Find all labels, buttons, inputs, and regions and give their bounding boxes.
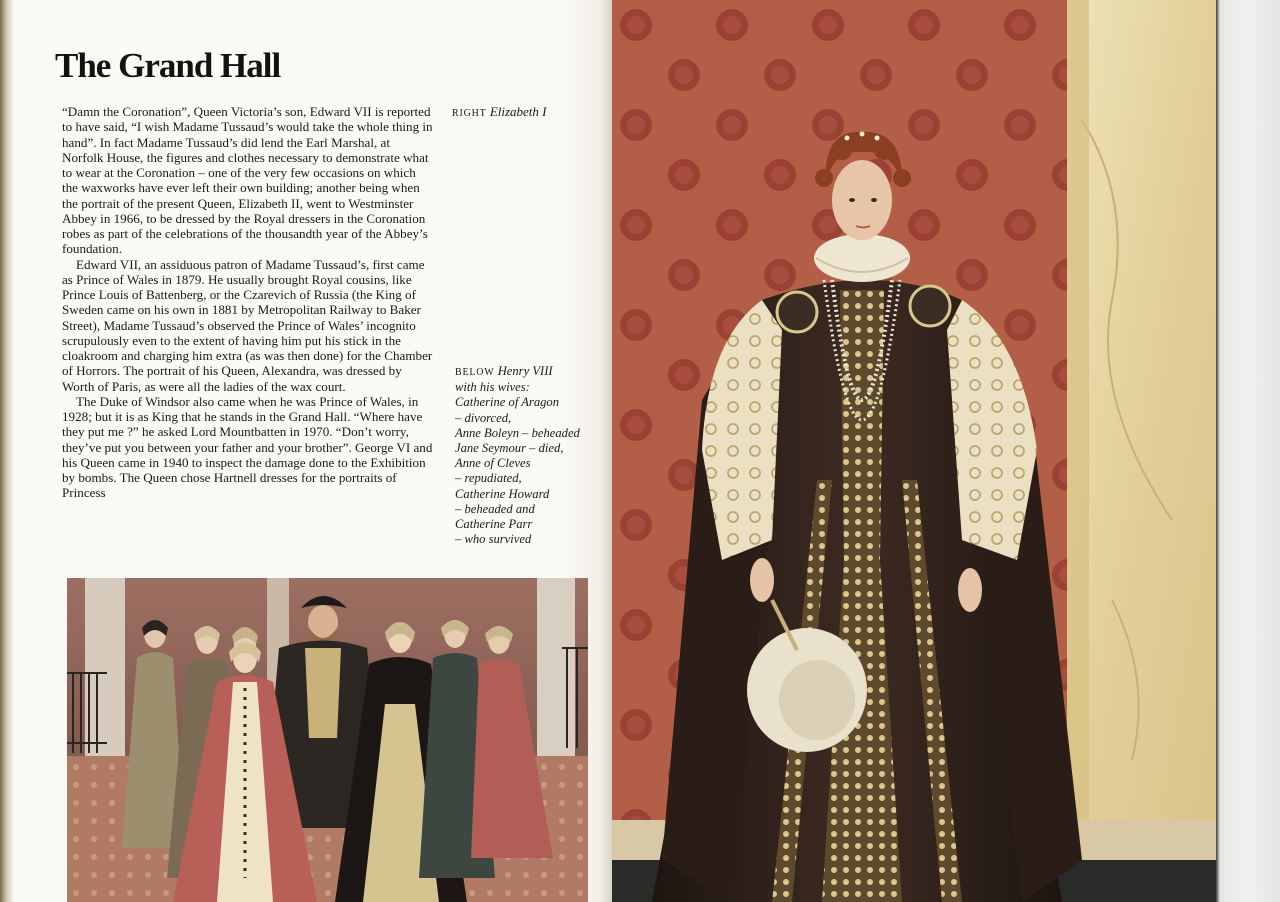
henry-and-wives-illustration <box>67 578 588 902</box>
caption-line: Jane Seymour – died, <box>455 441 564 456</box>
page-title: The Grand Hall <box>55 46 281 85</box>
caption-below-first: Henry VIII <box>497 364 553 378</box>
caption-below <box>455 364 605 547</box>
paragraph-1: “Damn the Coronation”, Queen Victoria’s son, Edward VII is reported to have said, “I wish Madame Tussaud’s would take the whole thing in hand”. In fact Madame Tussaud’s did lend the Earl Marshal, at Norfolk House, the figures and clothes necessary to demonstrate what to wear at the Coronation – one of the very few occasions on which the waxworks have ever left their own building; another being when the portrait of the present Queen, Elizabeth II, went to Westminster Abbey in 1966, to be dressed by the Royal dressers in the Coronation robes as part of the celebrations of the thousandth year of the Abbey’s foundation. <box>62 104 433 257</box>
caption-line: Catherine of Aragon <box>455 395 560 410</box>
caption-line: with his wives: <box>455 380 530 395</box>
paragraph-2: Edward VII, an assiduous patron of Madame Tussaud’s, first came as Prince of Wales in 1879. He usually brought Royal cousins, like Prince Louis of Battenberg, or the Czarevich of Russia (the King of Sweden came on his own in 1881 by Metropolitan Railway to Baker Street), Madame Tussaud’s observed the Prince of Wales’ incognito scrupulously even to the extent of having him put his stick in the cloakroom and charging him extra (as was then done) for the Chamber of Horrors. The portrait of his Queen, Alexandra, was dressed by Worth of Paris, as were all the ladies of the wax court. <box>62 256 433 394</box>
paragraph-3: The Duke of Windsor also came when he was Prince of Wales, in 1928; but it is as King that he stands in the Grand Hall. “Where have they put me ?” he asked Lord Mountbatten in 1970. “Don’t worry, they’ve put you between your father and your brother”. George VI and his Queen came in 1940 to inspect the damage done to the Exhibition by bombs. The Queen chose Hartnell dresses for the portraits of Princess <box>62 393 433 501</box>
body-text <box>62 104 434 501</box>
caption-line: Anne of Cleves <box>455 456 531 471</box>
caption-right-label: RIGHT <box>452 108 487 119</box>
caption-line: – divorced, <box>455 410 512 425</box>
caption-below-lines <box>455 380 605 547</box>
caption-right-text: Elizabeth I <box>489 104 547 119</box>
caption-line: Catherine Howard <box>455 486 550 501</box>
caption-right <box>452 104 602 121</box>
left-page <box>0 0 612 902</box>
elizabeth-photo <box>612 0 1216 902</box>
caption-line: – beheaded and <box>455 501 535 516</box>
henry-and-wives-photo <box>67 578 588 902</box>
caption-line: – repudiated, <box>455 471 522 486</box>
page-edge <box>1216 0 1280 902</box>
caption-line: Catherine Parr <box>455 517 533 532</box>
caption-line: – who survived <box>455 532 532 547</box>
caption-below-label: BELOW <box>455 367 495 378</box>
caption-line: Anne Boleyn – beheaded <box>455 425 580 440</box>
elizabeth-illustration <box>612 0 1216 902</box>
